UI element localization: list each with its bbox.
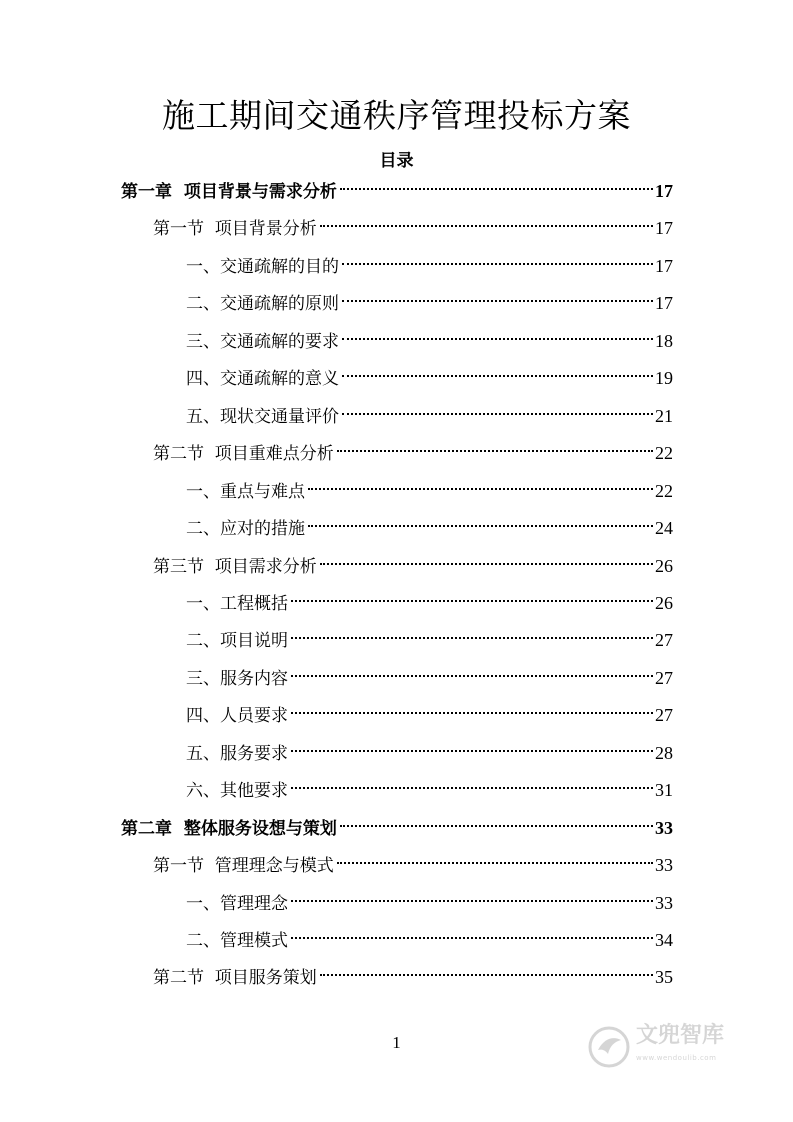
toc-dot-leader bbox=[291, 600, 653, 602]
toc-entry-page: 34 bbox=[655, 930, 673, 950]
toc-dot-leader bbox=[337, 862, 653, 864]
toc-dot-leader bbox=[291, 787, 653, 789]
toc-entry[interactable] bbox=[153, 438, 673, 468]
toc-entry-page: 28 bbox=[655, 742, 673, 763]
toc-entry-page: 33 bbox=[655, 817, 673, 838]
toc-dot-leader bbox=[308, 488, 653, 490]
watermark-url: www.wendoulib.com bbox=[636, 1054, 717, 1062]
toc-dot-leader bbox=[291, 900, 653, 902]
toc-entry[interactable] bbox=[121, 176, 673, 206]
watermark bbox=[588, 1020, 758, 1074]
watermark-name: 文兜智库 bbox=[636, 1023, 725, 1048]
toc-dot-leader bbox=[342, 300, 653, 302]
page-number: 1 bbox=[392, 1033, 401, 1052]
toc-entry-title: 四、交通疏解的意义 bbox=[186, 369, 339, 390]
toc-entry-title: 三、服务内容 bbox=[186, 668, 288, 689]
toc-dot-leader bbox=[320, 563, 653, 565]
toc-entry-title: 二、交通疏解的原则 bbox=[186, 294, 339, 315]
toc-entry[interactable] bbox=[186, 738, 673, 768]
toc-entry-page: 21 bbox=[655, 405, 673, 426]
toc-entry-title: 第一节 项目背景分析 bbox=[153, 219, 317, 240]
toc-dot-leader bbox=[308, 525, 653, 527]
watermark-brand bbox=[636, 1025, 724, 1069]
toc-entry[interactable] bbox=[153, 213, 673, 243]
document-title: 施工期间交通秩序管理投标方案 bbox=[162, 96, 631, 135]
toc-entry-title: 第一节 管理理念与模式 bbox=[153, 856, 334, 877]
toc-entry-page: 26 bbox=[655, 592, 673, 613]
toc-entry-page: 27 bbox=[655, 667, 673, 688]
toc-entry-page: 24 bbox=[655, 518, 673, 539]
toc-dot-leader bbox=[291, 937, 653, 939]
toc-entry[interactable] bbox=[186, 401, 673, 431]
toc-entry-page: 17 bbox=[655, 218, 673, 239]
toc-entry-title: 第一章 项目背景与需求分析 bbox=[121, 182, 337, 202]
toc-entry-page: 17 bbox=[655, 293, 673, 314]
toc-entry-title: 三、交通疏解的要求 bbox=[186, 331, 339, 352]
toc-entry[interactable] bbox=[121, 813, 673, 843]
toc-entry-page: 27 bbox=[655, 630, 673, 651]
toc-dot-leader bbox=[320, 974, 653, 976]
toc-entry-title: 第二章 整体服务设想与策划 bbox=[121, 818, 337, 839]
toc-entry-title: 一、重点与难点 bbox=[186, 481, 305, 502]
toc-entry-page: 19 bbox=[655, 368, 673, 389]
toc-entry-page: 18 bbox=[655, 330, 673, 351]
toc-entry-title: 一、管理理念 bbox=[186, 893, 288, 914]
toc-entry[interactable] bbox=[153, 850, 673, 880]
bird-logo-icon bbox=[588, 1026, 630, 1068]
toc-entry-title: 六、其他要求 bbox=[186, 781, 288, 802]
toc-entry-page: 31 bbox=[655, 780, 673, 801]
toc-dot-leader bbox=[342, 413, 653, 415]
toc-entry-title: 一、交通疏解的目的 bbox=[186, 256, 339, 277]
toc-entry[interactable] bbox=[186, 663, 673, 693]
toc-entry-title: 第二节 项目服务策划 bbox=[153, 968, 317, 989]
toc-entry[interactable] bbox=[186, 588, 673, 618]
toc-entry[interactable] bbox=[186, 288, 673, 318]
toc-dot-leader bbox=[340, 188, 653, 190]
toc-dot-leader bbox=[291, 712, 653, 714]
toc-entry[interactable] bbox=[186, 513, 673, 543]
toc-entry-title: 五、现状交通量评价 bbox=[186, 406, 339, 427]
toc-entry[interactable] bbox=[153, 551, 673, 581]
toc-entry-page: 27 bbox=[655, 705, 673, 726]
toc-entry[interactable] bbox=[186, 925, 673, 955]
toc-dot-leader bbox=[342, 263, 653, 265]
toc-dot-leader bbox=[291, 637, 653, 639]
toc-entry[interactable] bbox=[186, 326, 673, 356]
toc-entry-page: 17 bbox=[655, 255, 673, 276]
toc-dot-leader bbox=[340, 825, 653, 827]
toc-entry[interactable] bbox=[186, 700, 673, 730]
toc-entry-page: 35 bbox=[655, 967, 673, 988]
toc-entry-title: 第二节 项目重难点分析 bbox=[153, 444, 334, 465]
toc-entry-title: 一、工程概括 bbox=[186, 593, 288, 614]
toc-entry[interactable] bbox=[186, 775, 673, 805]
toc-entry-page: 33 bbox=[655, 892, 673, 913]
toc-entry-title: 二、应对的措施 bbox=[186, 519, 305, 540]
toc-dot-leader bbox=[337, 450, 653, 452]
toc-entry-page: 26 bbox=[655, 555, 673, 576]
toc-entry-page: 22 bbox=[655, 443, 673, 464]
toc-entry[interactable] bbox=[186, 476, 673, 506]
toc-entry-page: 22 bbox=[655, 480, 673, 501]
toc-entry-title: 五、服务要求 bbox=[186, 743, 288, 764]
toc-entry-title: 第三节 项目需求分析 bbox=[153, 556, 317, 577]
toc-dot-leader bbox=[291, 750, 653, 752]
toc-entry-page: 17 bbox=[655, 181, 673, 201]
toc-entry[interactable] bbox=[186, 625, 673, 655]
toc-entry-page: 33 bbox=[655, 855, 673, 876]
toc-entry[interactable] bbox=[186, 363, 673, 393]
toc-heading: 目录 bbox=[379, 151, 414, 171]
toc-entry-title: 四、人员要求 bbox=[186, 706, 288, 727]
toc-entry[interactable] bbox=[186, 251, 673, 281]
toc-entry-title: 二、项目说明 bbox=[186, 631, 288, 652]
toc-entry-title: 二、管理模式 bbox=[186, 931, 288, 951]
toc-entry[interactable] bbox=[153, 962, 673, 992]
toc-dot-leader bbox=[291, 675, 653, 677]
toc-dot-leader bbox=[342, 375, 653, 377]
toc-dot-leader bbox=[320, 225, 653, 227]
toc-dot-leader bbox=[342, 338, 653, 340]
toc-entry[interactable] bbox=[186, 888, 673, 918]
